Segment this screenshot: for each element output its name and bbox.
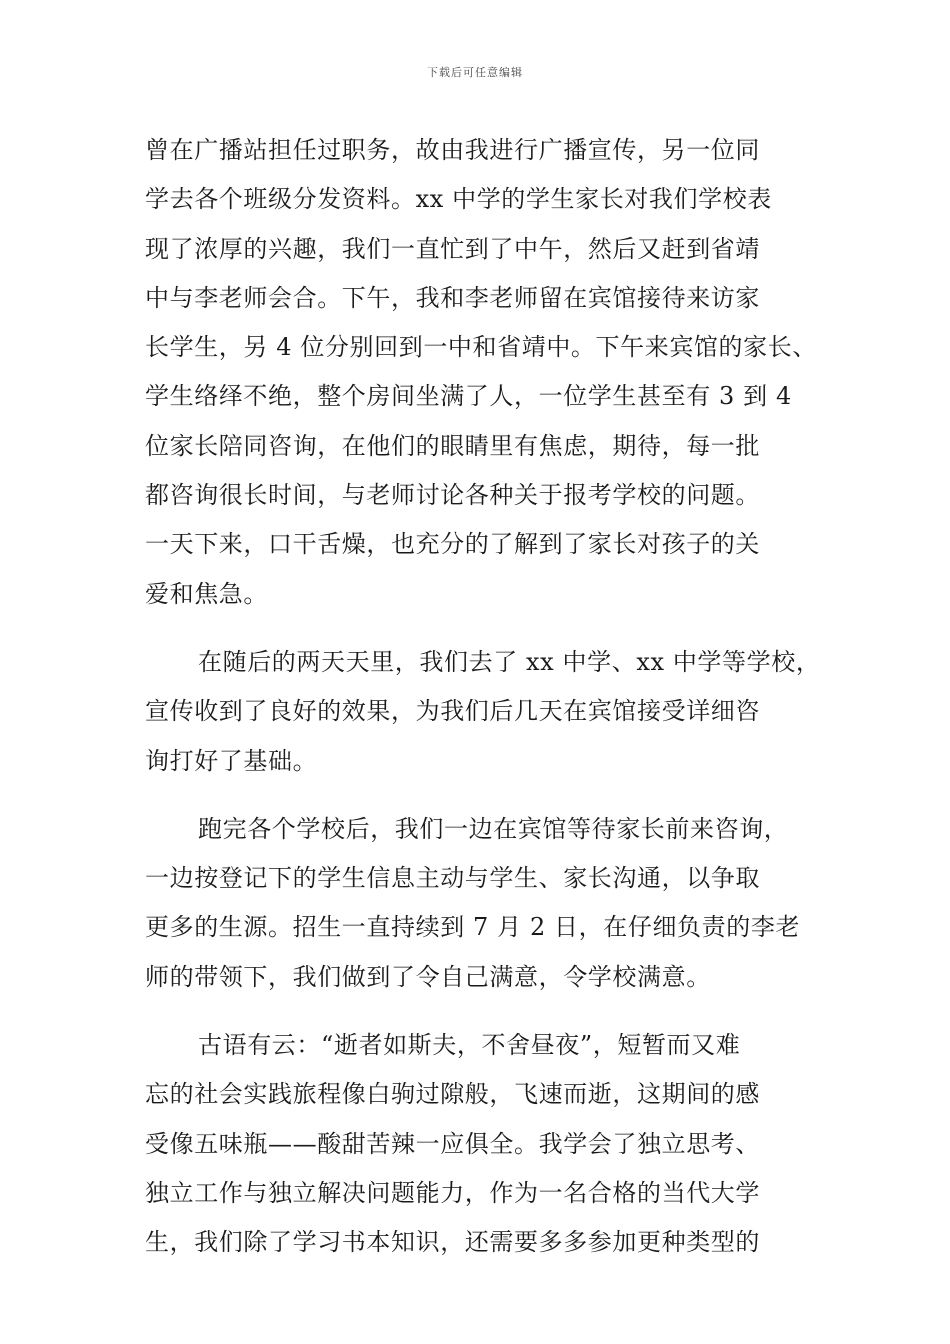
text-line: 位家长陪同咨询，在他们的眼睛里有焦虑，期待，每一批: [145, 431, 760, 460]
text-line: 更多的生源。招生一直持续到 7 月 2 日，在仔细负责的李老: [145, 913, 801, 942]
paragraph: [145, 638, 821, 786]
text-line: 在随后的两天天里，我们去了 xx 中学、xx 中学等学校，: [198, 647, 821, 676]
paragraph: [145, 805, 815, 1002]
paragraph: [145, 1021, 815, 1267]
document-body: [145, 126, 821, 1268]
paragraph: [145, 126, 815, 619]
text-line: 曾在广播站担任过职务，故由我进行广播宣传，另一位同: [145, 136, 760, 164]
text-line: 都咨询很长时间，与老师讨论各种关于报考学校的问题。: [145, 481, 760, 510]
text-line: 长学生，另 4 位分别回到一中和省靖中。下午来宾馆的家长、: [145, 333, 817, 362]
text-line: 现了浓厚的兴趣，我们一直忙到了中午，然后又赶到省靖: [145, 234, 760, 263]
text-line: 学去各个班级分发资料。xx 中学的学生家长对我们学校表: [145, 185, 772, 214]
text-line: 学生络绎不绝，整个房间坐满了人，一位学生甚至有 3 到 4: [145, 382, 792, 411]
page-header: 下载后可任意编辑: [427, 66, 523, 79]
text-line: 师的带领下，我们做到了令自己满意，令学校满意。: [145, 962, 711, 991]
text-line: 宣传收到了良好的效果，为我们后几天在宾馆接受详细咨: [145, 697, 760, 726]
text-line: 生，我们除了学习书本知识，还需要多多参加更种类型的: [145, 1228, 760, 1257]
text-line: 一边按登记下的学生信息主动与学生、家长沟通，以争取: [145, 864, 760, 893]
text-line: 询打好了基础。: [145, 746, 318, 775]
text-line: 跑完各个学校后，我们一边在宾馆等待家长前来咨询，: [198, 814, 789, 843]
text-line: 独立工作与独立解决问题能力，作为一名合格的当代大学: [145, 1178, 760, 1207]
text-line: 一天下来，口干舌燥，也充分的了解到了家长对孩子的关: [145, 530, 760, 559]
text-line: 爱和焦急。: [145, 579, 268, 608]
text-line: 中与李老师会合。下午，我和李老师留在宾馆接待来访家: [145, 283, 760, 312]
text-line: 受像五味瓶——酸甜苦辣一应俱全。我学会了独立思考、: [145, 1129, 760, 1158]
text-line: 古语有云：“逝者如斯夫，不舍昼夜”，短暂而又难: [198, 1031, 741, 1060]
text-line: 忘的社会实践旅程像白驹过隙般，飞速而逝，这期间的感: [145, 1080, 760, 1109]
